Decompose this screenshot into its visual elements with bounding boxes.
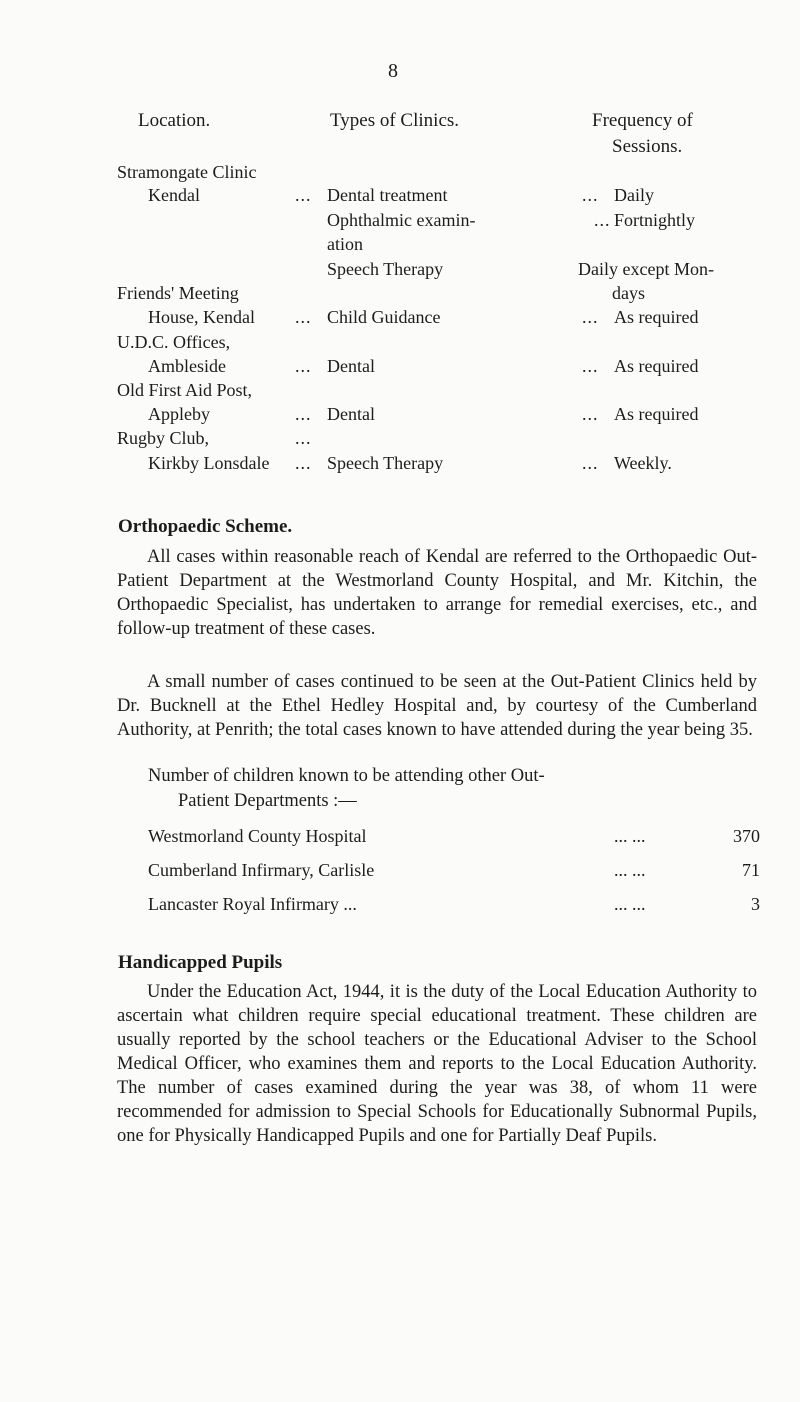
header-location: Location.: [138, 110, 211, 131]
leader-dots: ...: [295, 404, 312, 424]
clinic-type-cell: Speech Therapy: [327, 453, 444, 473]
leader-dots: ... ...: [614, 826, 646, 846]
frequency-cell: Daily except Mon-: [578, 259, 714, 279]
paragraph: Under the Education Act, 1944, it is the duty of the Local Education Authority to ascertain what children require special educational treatment. These children are usually reported by the school teachers or the Educational Adviser to the School Medical Officer, who examines them and reports to the Local Education Authority. The number of cases examined during the year was 38, of whom 11 were recommended for admission to Special Schools for Educationally Subnormal Pupils, one for Physically Handicapped Pupils and one for Partially Deaf Pupils.: [117, 982, 757, 1146]
clinic-type-cell: Ophthalmic examin-: [327, 210, 476, 230]
paragraph: All cases within reasonable reach of Kendal are referred to the Orthopaedic Out-Patient Department at the Westmorland County Hospital, and Mr. Kitchin, the Orthopaedic Specialist, has undertaken to arrange for remedial exercises, etc., and follow-up treatment of these cases.: [117, 547, 757, 639]
location-cell: U.D.C. Offices,: [117, 332, 231, 352]
frequency-cell: As required: [614, 356, 699, 376]
clinic-type-cell: Child Guidance: [327, 307, 441, 327]
leader-dots: ... ...: [614, 860, 646, 880]
leader-dots: ...: [295, 356, 312, 376]
frequency-cell: As required: [614, 307, 699, 327]
leader-dots: ...: [295, 307, 312, 327]
leader-dots: ...: [295, 453, 312, 473]
clinic-type-cell: Dental: [327, 404, 375, 424]
leader-dots: ...: [295, 185, 312, 205]
hospital-count: 3: [751, 894, 760, 914]
location-cell: Old First Aid Post,: [117, 380, 253, 400]
clinic-type-cell: Dental treatment: [327, 185, 448, 205]
location-cell: Appleby: [148, 404, 210, 424]
clinic-type-cell: ation: [327, 234, 363, 254]
location-cell: Rugby Club,: [117, 428, 210, 448]
section-heading-handicapped: Handicapped Pupils: [118, 952, 283, 973]
location-cell: Kendal: [148, 185, 200, 205]
hospital-name: Westmorland County Hospital: [148, 826, 367, 846]
header-sessions: Sessions.: [612, 136, 683, 157]
frequency-cell: Daily: [614, 185, 654, 205]
leader-dots: ... ...: [614, 894, 646, 914]
hospital-count: 370: [733, 826, 760, 846]
leader-dots: ...: [582, 185, 599, 205]
frequency-cell: Fortnightly: [614, 210, 696, 230]
clinic-type-cell: Dental: [327, 356, 375, 376]
header-frequency: Frequency of: [592, 110, 693, 131]
header-types: Types of Clinics.: [330, 110, 460, 131]
leader-dots: ...: [594, 210, 611, 230]
location-cell: Ambleside: [148, 356, 226, 376]
clinic-type-cell: Speech Therapy: [327, 259, 444, 279]
hospital-name: Cumberland Infirmary, Carlisle: [148, 860, 375, 880]
hospital-name: Lancaster Royal Infirmary ...: [148, 894, 357, 914]
paragraph-line: Number of children known to be attending other Out-: [148, 766, 545, 786]
leader-dots: ...: [582, 404, 599, 424]
leader-dots: ...: [295, 428, 312, 448]
location-cell: Kirkby Lonsdale: [148, 453, 270, 473]
leader-dots: ...: [582, 307, 599, 327]
leader-dots: ...: [582, 453, 599, 473]
location-cell: Friends' Meeting: [117, 283, 239, 303]
section-heading-orthopaedic: Orthopaedic Scheme.: [118, 516, 293, 537]
page-number: 8: [388, 60, 398, 82]
frequency-cell: Weekly.: [614, 453, 672, 473]
paragraph-line: Patient Departments :—: [178, 791, 357, 811]
location-cell: House, Kendal: [148, 307, 255, 327]
leader-dots: ...: [582, 356, 599, 376]
hospital-count: 71: [742, 860, 760, 880]
location-cell: Stramongate Clinic: [117, 162, 257, 182]
frequency-cell: As required: [614, 404, 699, 424]
frequency-cell: days: [612, 283, 645, 303]
paragraph: A small number of cases continued to be seen at the Out-Patient Clinics held by Dr. Bucknell at the Ethel Hedley Hospital and, by courtesy of the Cumberland Authority, at Penrith; the total cases known to have attended during the year being 35.: [117, 672, 757, 740]
